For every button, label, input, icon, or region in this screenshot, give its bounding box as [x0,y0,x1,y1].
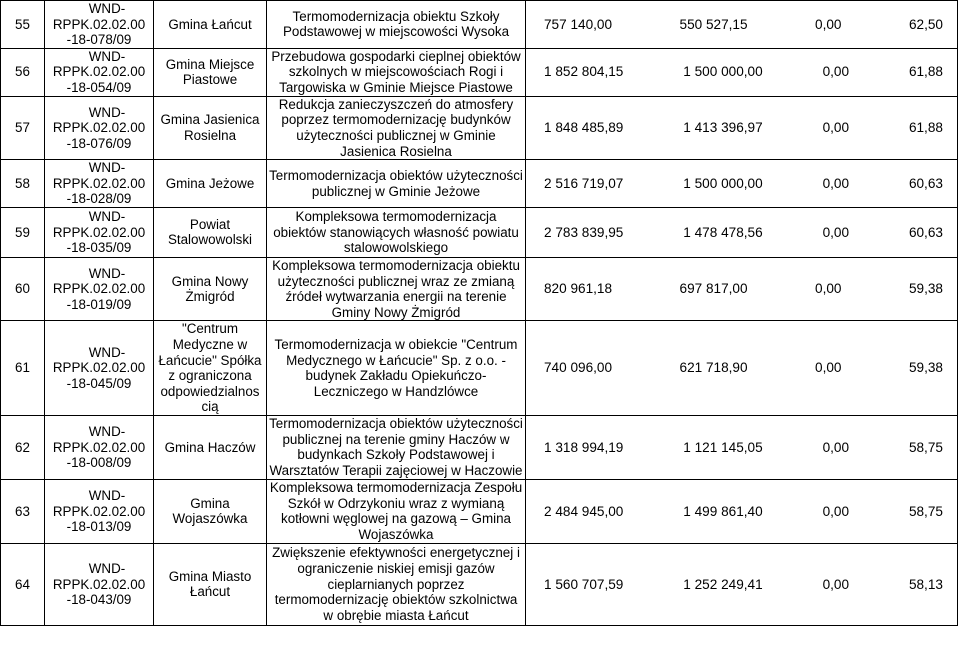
application-number-part: RPPK.02.02.00 [52,281,146,297]
application-number-part: WND- [88,560,126,576]
eligible-value: 697 817,00 [679,281,748,297]
beneficiary-name: Gmina Miejsce Piastowe [154,48,267,96]
beneficiary-name: Gmina Miasto Łańcut [154,543,267,625]
other-value: 0,00 [822,439,850,455]
project-title: Termomodernizacja obiektu Szkoły Podstawowej w miejscowości Wysoka [267,1,526,49]
beneficiary-name: "Centrum Medyczne w Łańcucie" Spółka z ograniczona odpowiedzialnos cią [154,321,267,416]
project-values [526,257,958,320]
table-row [1,48,958,96]
table-row [1,321,958,416]
total-value: 2 516 719,07 [544,175,624,191]
application-number-part: WND- [88,487,126,503]
score-value: 58,75 [908,439,943,455]
project-title: Kompleksowa termomodernizacja Zespołu Szkół w Odrzykoniu wraz z wymianą kotłowni węglowej na gazową – Gmina Wojaszówka [267,479,526,543]
project-values [526,1,958,49]
application-number-part: RPPK.02.02.00 [52,64,146,80]
application-number-part: RPPK.02.02.00 [52,120,146,136]
table-row [1,543,958,625]
application-number-part: WND- [88,48,126,64]
score-value: 58,75 [908,503,943,519]
application-number [45,48,154,96]
other-value: 0,00 [822,224,850,240]
table-row [1,479,958,543]
eligible-value: 1 478 478,56 [683,224,763,240]
row-number: 61 [1,321,45,416]
application-number [45,207,154,257]
other-value: 0,00 [822,120,850,136]
row-number: 56 [1,48,45,96]
application-number [45,160,154,208]
application-number-part: RPPK.02.02.00 [52,175,146,191]
total-value: 1 852 804,15 [544,64,624,80]
project-title: Termomodernizacja obiektów użyteczności publicznej w Gminie Jeżowe [267,160,526,208]
project-values [526,207,958,257]
eligible-value: 1 500 000,00 [683,64,763,80]
application-number-part: -18-054/09 [66,80,132,96]
score-value: 58,13 [908,576,943,592]
total-value: 1 318 994,19 [544,439,624,455]
eligible-value: 1 499 861,40 [683,503,763,519]
table-row [1,207,958,257]
application-number-part: WND- [88,209,126,225]
application-number [45,257,154,320]
application-number [45,415,154,479]
total-value: 1 560 707,59 [544,576,624,592]
row-number: 55 [1,1,45,49]
application-number [45,1,154,49]
eligible-value: 1 121 145,05 [683,439,763,455]
eligible-value: 1 413 396,97 [683,120,763,136]
total-value: 757 140,00 [544,16,613,32]
beneficiary-name: Gmina Jeżowe [154,160,267,208]
project-values [526,479,958,543]
project-title: Redukcja zanieczyszczeń do atmosfery poprzez termomodernizację budynków użyteczności publicznej w Gminie Jasienica Rosielna [267,96,526,159]
project-title: Kompleksowa termomodernizacja obiektu użyteczności publicznej wraz ze zmianą źródeł wytwarzania energii na terenie Gminy Nowy Żmigród [267,257,526,320]
other-value: 0,00 [822,576,850,592]
row-number: 64 [1,543,45,625]
total-value: 2 484 945,00 [544,503,624,519]
project-values [526,48,958,96]
project-values [526,543,958,625]
table-row [1,160,958,208]
application-number-part: WND- [88,1,126,16]
beneficiary-name: Gmina Jasienica Rosielna [154,96,267,159]
score-value: 62,50 [908,16,943,32]
beneficiary-name: Gmina Haczów [154,415,267,479]
project-values [526,415,958,479]
beneficiary-name: Gmina Nowy Żmigród [154,257,267,320]
application-number-part: -18-045/09 [66,375,132,391]
application-number-part: RPPK.02.02.00 [52,16,146,32]
application-number-part: -18-013/09 [66,519,132,535]
other-value: 0,00 [822,175,850,191]
other-value: 0,00 [815,16,842,32]
application-number [45,479,154,543]
total-value: 820 961,18 [544,281,613,297]
application-number-part: -18-076/09 [66,135,132,151]
row-number: 58 [1,160,45,208]
beneficiary-name: Powiat Stalowowolski [154,207,267,257]
score-value: 61,88 [908,120,943,136]
total-value: 740 096,00 [544,360,613,376]
beneficiary-name: Gmina Łańcut [154,1,267,49]
application-number-part: RPPK.02.02.00 [52,360,146,376]
score-value: 60,63 [908,175,943,191]
other-value: 0,00 [815,281,842,297]
other-value: 0,00 [815,360,842,376]
application-number-part: -18-028/09 [66,191,132,207]
project-title: Termomodernizacja obiektów użyteczności publicznej na terenie gminy Haczów w budynkach Szkoły Podstawowej i Warsztatów Terapii zajęciowej w Haczowie [267,415,526,479]
row-number: 59 [1,207,45,257]
project-title: Kompleksowa termomodernizacja obiektów stanowiących własność powiatu stalowowolskiego [267,207,526,257]
application-number-part: -18-019/09 [66,296,132,312]
table-row [1,257,958,320]
table-row [1,96,958,159]
score-value: 60,63 [908,224,943,240]
application-number-part: RPPK.02.02.00 [52,439,146,455]
project-values [526,321,958,416]
score-value: 61,88 [908,64,943,80]
beneficiary-name: Gmina Wojaszówka [154,479,267,543]
other-value: 0,00 [822,64,850,80]
row-number: 63 [1,479,45,543]
project-values [526,96,958,159]
eligible-value: 1 252 249,41 [683,576,763,592]
table-row [1,1,958,49]
score-value: 59,38 [908,360,943,376]
application-number-part: RPPK.02.02.00 [52,503,146,519]
application-number [45,543,154,625]
other-value: 0,00 [822,503,850,519]
eligible-value: 550 527,15 [679,16,748,32]
total-value: 1 848 485,89 [544,120,624,136]
eligible-value: 621 718,90 [679,360,748,376]
application-number-part: -18-078/09 [66,32,132,48]
application-number-part: WND- [88,160,126,176]
row-number: 62 [1,415,45,479]
application-number-part: WND- [88,104,126,120]
application-number-part: -18-043/09 [66,592,132,608]
application-number-part: WND- [88,344,126,360]
application-number-part: -18-035/09 [66,240,132,256]
application-number [45,96,154,159]
application-number-part: -18-008/09 [66,455,132,471]
project-values [526,160,958,208]
application-number-part: WND- [88,265,126,281]
application-number-part: WND- [88,423,126,439]
row-number: 60 [1,257,45,320]
eligible-value: 1 500 000,00 [683,175,763,191]
project-title: Przebudowa gospodarki cieplnej obiektów szkolnych w miejscowościach Rogi i Targowiska w Gminie Miejsce Piastowe [267,48,526,96]
application-number-part: RPPK.02.02.00 [52,576,146,592]
project-title: Zwiększenie efektywności energetycznej i ograniczenie niskiej emisji gazów cieplarnianych poprzez termomodernizację obiektów szkolnictwa w obrębie miasta Łańcut [267,543,526,625]
table-row [1,415,958,479]
application-number-part: RPPK.02.02.00 [52,224,146,240]
row-number: 57 [1,96,45,159]
score-value: 59,38 [908,281,943,297]
total-value: 2 783 839,95 [544,224,624,240]
application-number [45,321,154,416]
project-title: Termomodernizacja w obiekcie "Centrum Medycznego w Łańcucie" Sp. z o.o. - budynek Zakładu Opiekuńczo-Leczniczego w Handzlówce [267,321,526,416]
